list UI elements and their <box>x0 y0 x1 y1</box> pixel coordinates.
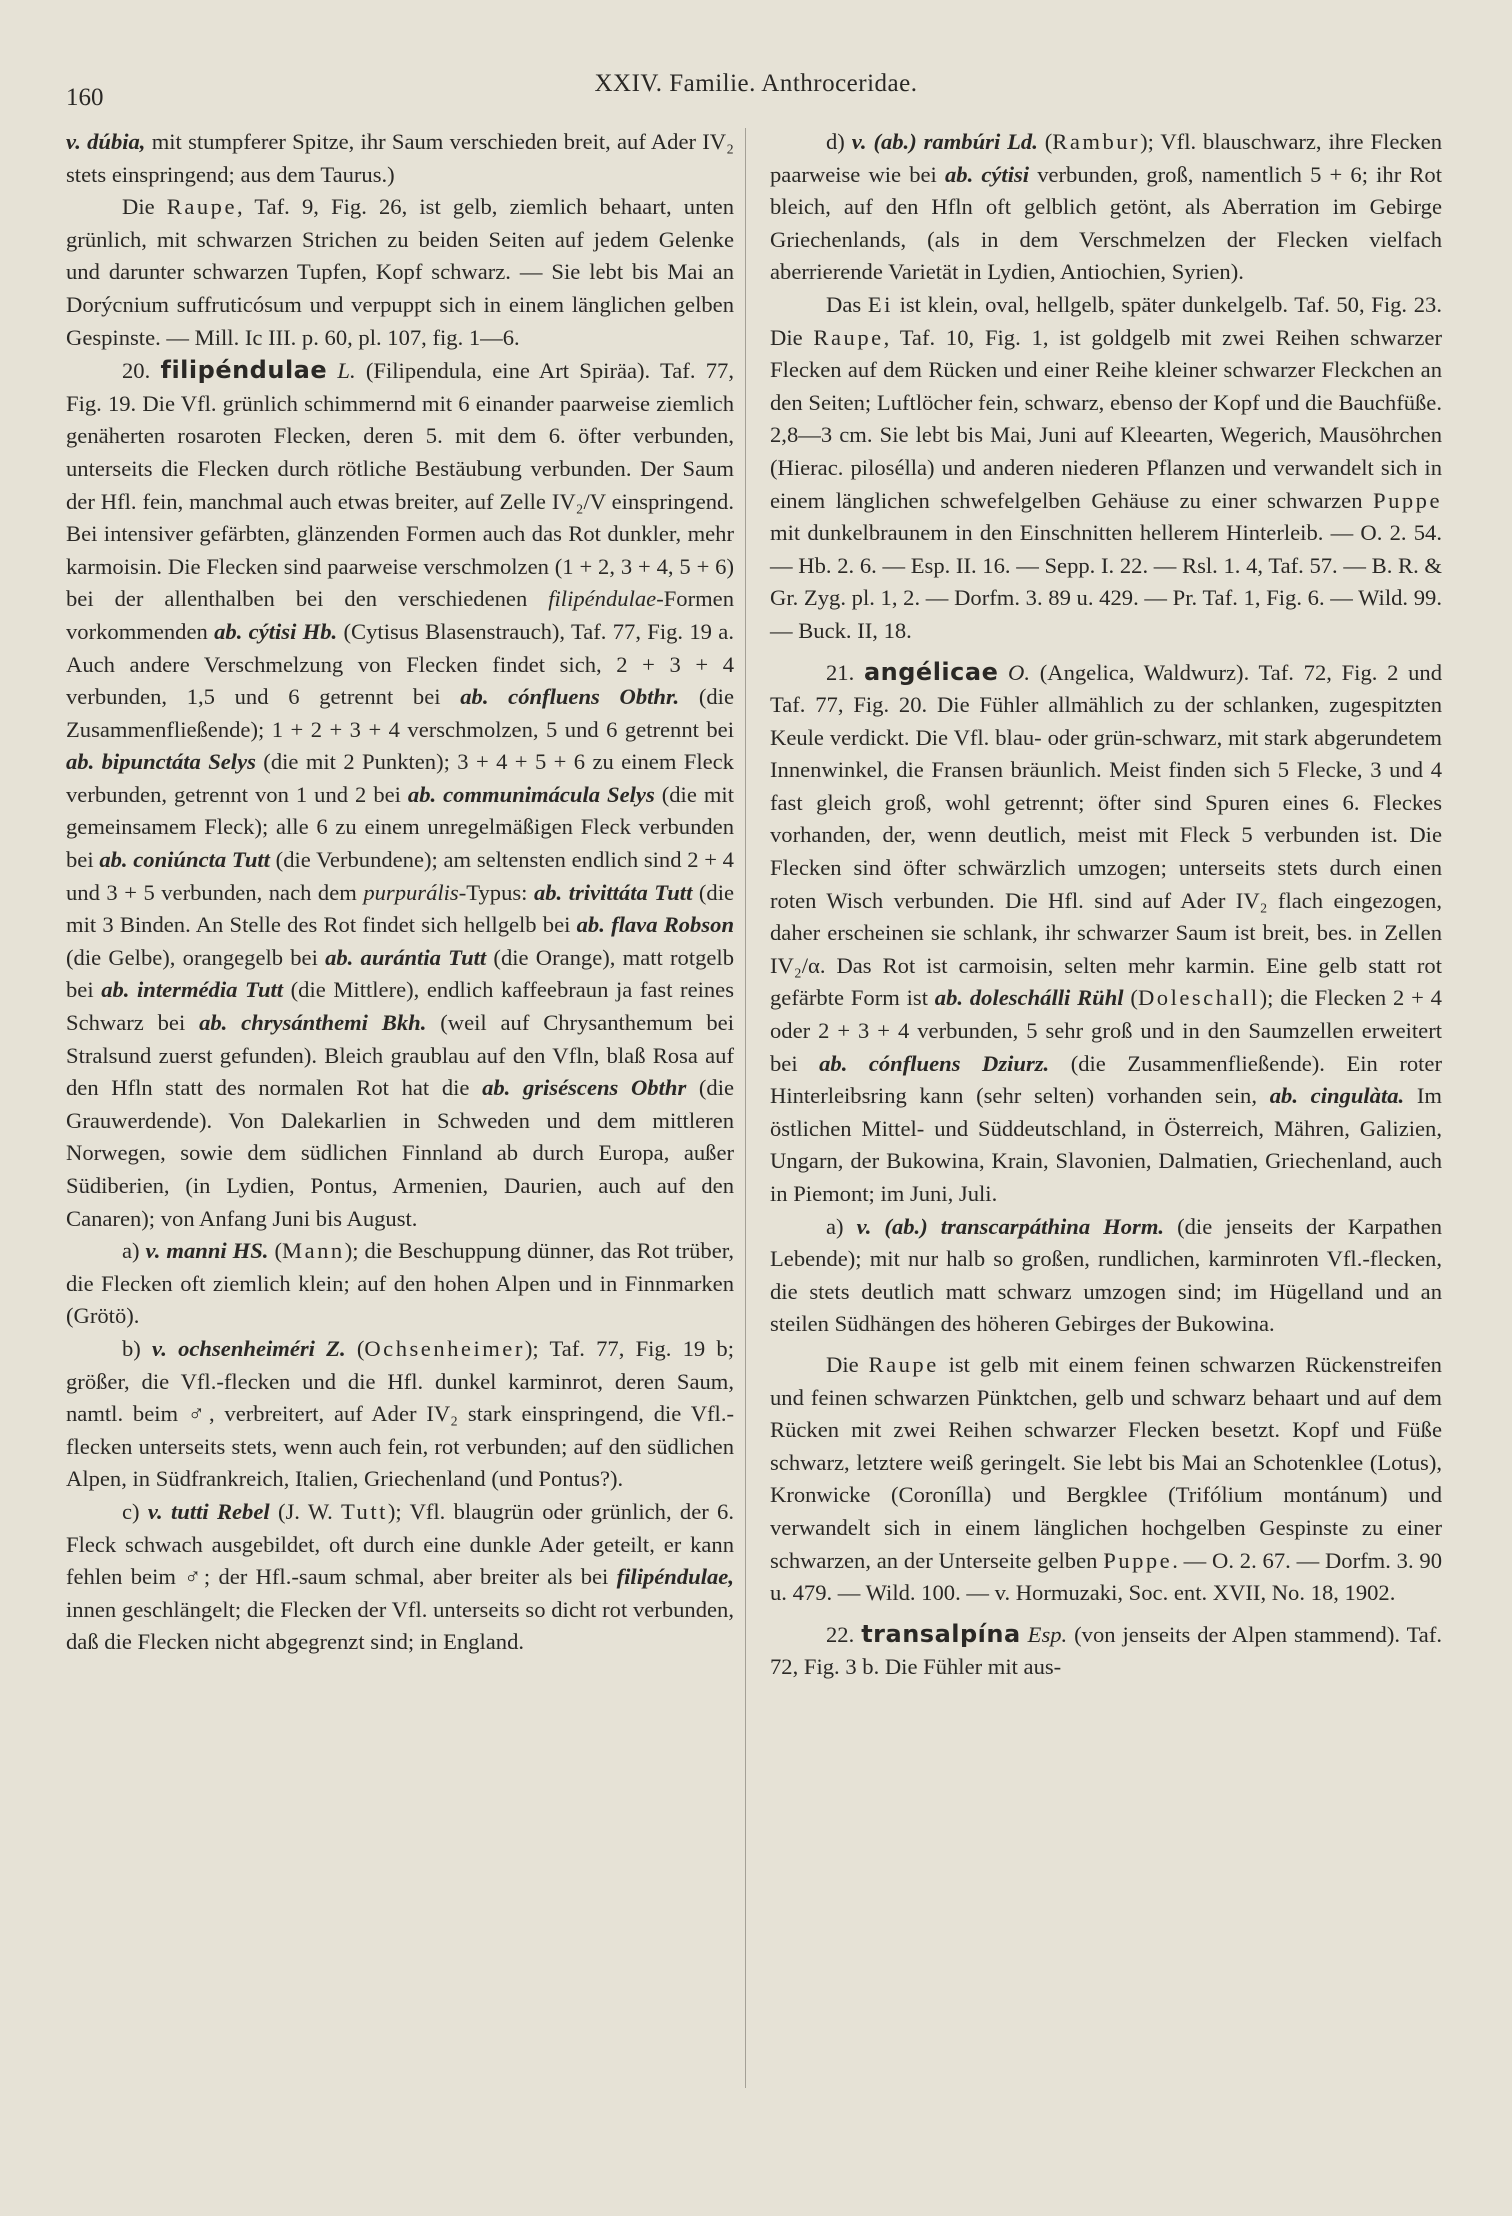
column-divider <box>745 128 746 2088</box>
page-header <box>0 70 1512 110</box>
paragraph: v. dúbia, mit stumpferer Spitze, ihr Saum verschieden breit, auf Ader IV₂ stets einspringend; aus dem Taurus.) <box>66 129 734 187</box>
variety-entry-a: a) v. (ab.) transcarpáthina Horm. (die jenseits der Karpathen Lebende); mit nur halb so großen, rundlichen, karminroten Vfl.-flecken, die stets deutlich matt schwarz umzogen sind; im Hügelland und an steilen Südhängen des höheren Gebirges der Bukowina. <box>770 1213 1442 1337</box>
paragraph: Das Ei ist klein, oval, hellgelb, später dunkelgelb. Taf. 50, Fig. 23. Die Raupe, Taf. 10, Fig. 1, ist goldgelb mit zwei Reihen schwarzer Flecken auf dem Rücken und einer Reihe kleiner schwarzer Fleckchen an den Seiten; Luftlöcher fein, schwarz, ebenso der Kopf und die Bauchfüße. 2,8—3 cm. Sie lebt bis Mai, Juni auf Kleearten, Wegerich, Mausöhrchen (Hierac. pilosélla) und anderen niederen Pflanzen und verwandelt sich in einem länglichen schwefelgelben Gehäuse zu einer schwarzen Puppe mit dunkelbraunem in den Einschnitten hellerem Hinterleib. — O. 2. 54. — Hb. 2. 6. — Esp. II. 16. — Sepp. I. 22. — Rsl. 1. 4, Taf. 57. — B. R. & Gr. Zyg. pl. 1, 2. — Dorfm. 3. 89 u. 429. — Pr. Taf. 1, Fig. 6. — Wild. 99. — Buck. II, 18. <box>770 291 1442 643</box>
variety-entry-c: c) v. tutti Rebel (J. W. Tutt); Vfl. blaugrün oder grünlich, der 6. Fleck schwach ausgebildet, oft durch eine dunkle Ader geteilt, er kann fehlen beim ♂; der Hfl.-saum schmal, aber breiter als bei filipéndulae, innen geschlängelt; die Flecken der Vfl. unterseits so dicht rot verbunden, daß die Flecken nicht abgegrenzt sind; in England. <box>66 1498 735 1655</box>
paragraph: Die Raupe, Taf. 9, Fig. 26, ist gelb, ziemlich behaart, unten grünlich, mit schwarzen Strichen zu beiden Seiten auf jedem Gelenke und darunter schwarzen Tupfen, Kopf schwarz. — Sie lebt bis Mai an Dorýcnium suffruticósum und verpuppt sich in einem länglichen gelben Gespinste. — Mill. Ic III. p. 60, pl. 107, fig. 1—6. <box>66 194 734 350</box>
running-title: XXIV. Familie. Anthroceridae. <box>594 70 918 97</box>
variety-entry-a: a) v. manni HS. (Mann); die Beschuppung dünner, das Rot trüber, die Flecken oft ziemlich klein; auf den hohen Alpen und in Finnmarken (Grötö). <box>66 1238 735 1329</box>
species-entry-22: 22. transalpína Esp. (von jenseits der Alpen stammend). Taf. 72, Fig. 3 b. Die Fühler mit aus- <box>770 1619 1442 1680</box>
species-entry-21: 21. angélicae O. (Angelica, Waldwurz). Taf. 72, Fig. 2 und Taf. 77, Fig. 20. Die Fühler allmählich zu der schlanken, zugespitzten Keule verdickt. Die Vfl. blau- oder grün-schwarz, mit stark abgerundetem Innenwinkel, die Fransen bräunlich. Meist finden sich 5 Flecke, 3 und 4 fast gleich groß, wohl getrennt; öfter sind Spuren eines 6. Fleckes vorhanden, der, wenn deutlich, meist mit Fleck 5 verbunden ist. Die Flecken sind öfter schwärzlich umzogen; unterseits stets durch einen roten Wisch verbunden. Die Hfl. sind auf Ader IV₂ flach eingezogen, daher erscheinen sie schlank, ihr schwarzer Saum ist breit, bes. in Zellen IV₂/α. Das Rot ist carmoisin, selten mehr karmin. Eine gelb statt rot gefärbte Form ist ab. doleschálli Rühl (Doleschall); die Flecken 2 + 4 oder 2 + 3 + 4 verbunden, 5 sehr groß und in den Saumzellen erweitert bei ab. cónfluens Dziurz. (die Zusammenfließende). Ein roter Hinterleibsring kann (sehr selten) vorhanden sein, ab. cingulàta. Im östlichen Mittel- und Süddeutschland, in Österreich, Mähren, Galizien, Ungarn, der Bukowina, Krain, Slavonien, Dalmatien, Griechenland, auch in Piemont; im Juni, Juli. <box>770 657 1443 1206</box>
left-column <box>66 126 734 1659</box>
species-entry-20: 20. filipéndulae L. (Filipendula, eine Art Spiräa). Taf. 77, Fig. 19. Die Vfl. grünlich schimmernd mit 6 einander paarweise ziemlich genäherten rosaroten Flecken, deren 5. mit dem 6. öfter verbunden, unterseits die Flecken durch rötliche Bestäubung verbunden. Der Saum der Hfl. fein, manchmal auch etwas breiter, auf Zelle IV₂/V einspringend. Bei intensiver gefärbten, glänzenden Formen auch das Rot dunkler, mehr karmoisin. Die Flecken sind paarweise verschmolzen (1 + 2, 3 + 4, 5 + 6) bei der allenthalben bei den verschiedenen filipéndulae-Formen vorkommenden ab. cýtisi Hb. (Cytisus Blasenstrauch), Taf. 77, Fig. 19 a. Auch andere Verschmelzung von Flecken findet sich, 2 + 3 + 4 verbunden, 1,5 und 6 getrennt bei ab. cónfluens Obthr. (die Zusammenfließende); 1 + 2 + 3 + 4 verschmolzen, 5 und 6 getrennt bei ab. bipunctáta Selys (die mit 2 Punkten); 3 + 4 + 5 + 6 zu einem Fleck verbunden, getrennt von 1 und 2 bei ab. communimácula Selys (die mit gemeinsamem Fleck); alle 6 zu einem unregelmäßigen Fleck verbunden bei ab. coniúncta Tutt (die Verbundene); am seltensten endlich sind 2 + 4 und 3 + 5 verbunden, nach dem purpurális-Typus: ab. trivittáta Tutt (die mit 3 Binden. An Stelle des Rot findet sich hellgelb bei ab. flava Robson (die Gelbe), orangegelb bei ab. aurántia Tutt (die Orange), matt rotgelb bei ab. intermédia Tutt (die Mittlere), endlich kaffeebraun ja fast reines Schwarz bei ab. chrysánthemi Bkh. (weil auf Chrysanthemum bei Stralsund zuerst gefunden). Bleich graublau auf den Vfln, blaß Rosa auf den Hfln statt des normalen Rot hat die ab. griséscens Obthr (die Grauwerdende). Von Dalekarlien in Schweden und dem mittleren Norwegen, sowie dem südlichen Finnland ab durch Europa, außer Südiberien, (in Lydien, Pontus, Armenien, Daurien, auch auf den Canaren); von Anfang Juni bis August. <box>66 356 735 1231</box>
variety-entry-b: b) v. ochsenheiméri Z. (Ochsenheimer); Taf. 77, Fig. 19 b; größer, die Vfl.-flecken und die Hfl. dunkel karminrot, deren Saum, namtl. beim ♂, verbreitert, auf Ader IV₂ stark einspringend, die Vfl.-flecken unterseits stets, wenn auch fein, rot verbunden; auf den südlichen Alpen, in Südfrankreich, Italien, Griechenland (und Pontus?). <box>66 1335 734 1492</box>
page-number: 160 <box>66 84 104 111</box>
variety-entry-d: d) v. (ab.) rambúri Ld. (Rambur); Vfl. blauschwarz, ihre Flecken paarweise wie bei ab. cýtisi verbunden, groß, namentlich 5 + 6; ihr Rot bleich, auf den Hfln oft gelblich getönt, als Aberration im Gebirge Griechenlands, (als in dem Verschmelzen der Flecken vielfach aberrierende Varietät in Lydien, Antiochien, Syrien). <box>770 129 1443 285</box>
right-column <box>770 126 1442 1684</box>
paragraph: Die Raupe ist gelb mit einem feinen schwarzen Rückenstreifen und feinen schwarzen Pünktchen, gelb und schwarz behaart und auf dem Rücken mit zwei Reihen schwarzer Flecken besetzt. Kopf und Füße schwarz, letztere weiß geringelt. Sie lebt bis Mai an Schotenklee (Lotus), Kronwicke (Coronílla) und Bergklee (Trifólium montánum) und verwandelt sich in einem länglichen hochgelben Gespinste zu einer schwarzen, an der Unterseite gelben Puppe. — O. 2. 67. — Dorfm. 3. 90 u. 479. — Wild. 100. — v. Hormuzaki, Soc. ent. XVII, No. 18, 1902. <box>770 1351 1442 1606</box>
